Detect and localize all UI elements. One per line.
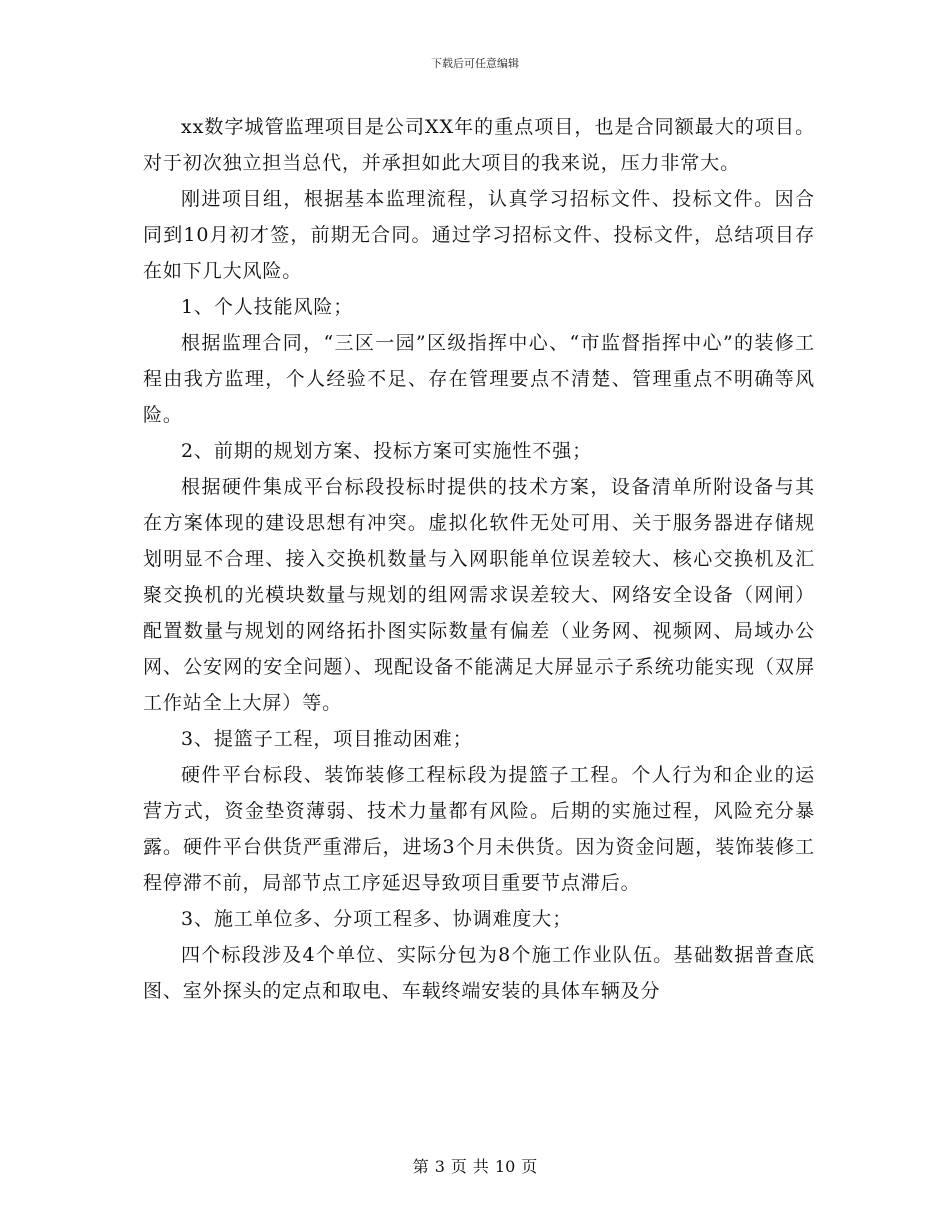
footer-total-label: 共 bbox=[472, 1157, 489, 1176]
footer-suffix: 页 bbox=[521, 1157, 538, 1176]
page-header: 下载后可任意编辑 bbox=[431, 57, 519, 70]
paragraph: 刚进项目组，根据基本监理流程，认真学习招标文件、投标文件。因合同到10月初才签，前期无合同。通过学习招标文件、投标文件，总结项目存在如下几大风险。 bbox=[143, 188, 815, 282]
footer-total-pages: 10 bbox=[494, 1157, 516, 1176]
paragraph: xx数字城管监理项目是公司XX年的重点项目，也是合同额最大的项目。对于初次独立担当总代，并承担如此大项目的我来说，压力非常大。 bbox=[143, 116, 815, 174]
footer-page-label: 页 bbox=[450, 1157, 467, 1176]
page-footer bbox=[0, 1154, 950, 1177]
section-heading: 3、施工单位多、分项工程多、协调难度大； bbox=[181, 908, 573, 930]
paragraph: 四个标段涉及4个单位、实际分包为8个施工作业队伍。基础数据普查底图、室外探头的定点和取电、车载终端安装的具体车辆及分 bbox=[143, 944, 815, 1002]
section-heading: 2、前期的规划方案、投标方案可实施性不强； bbox=[181, 440, 592, 462]
footer-prefix: 第 bbox=[412, 1157, 429, 1176]
section-heading: 3、提篮子工程，项目推动困难； bbox=[181, 728, 473, 750]
paragraph: 根据监理合同，“三区一园”区级指挥中心、“市监督指挥中心”的装修工程由我方监理，个人经验不足、存在管理要点不清楚、管理重点不明确等风险。 bbox=[143, 332, 815, 426]
section-heading: 1、个人技能风险； bbox=[181, 296, 354, 318]
footer-page-number: 3 bbox=[434, 1157, 445, 1176]
paragraph: 硬件平台标段、装饰装修工程标段为提篮子工程。个人行为和企业的运营方式，资金垫资薄弱、技术力量都有风险。后期的实施过程，风险充分暴露。硬件平台供货严重滞后，进场3个月未供货。因为资金问题，装饰装修工程停滞不前，局部节点工序延迟导致项目重要节点滞后。 bbox=[143, 764, 815, 894]
paragraph: 根据硬件集成平台标段投标时提供的技术方案，设备清单所附设备与其在方案体现的建设思想有冲突。虚拟化软件无处可用、关于服务器进存储规划明显不合理、接入交换机数量与入网职能单位误差较大、核心交换机及汇聚交换机的光模块数量与规划的组网需求误差较大、网络安全设备（网闸）配置数量与规划的网络拓扑图实际数量有偏差（业务网、视频网、局域办公网、公安网的安全问题）、现配设备不能满足大屏显示子系统功能实现（双屏工作站全上大屏）等。 bbox=[143, 476, 815, 714]
document-body bbox=[143, 109, 815, 1009]
